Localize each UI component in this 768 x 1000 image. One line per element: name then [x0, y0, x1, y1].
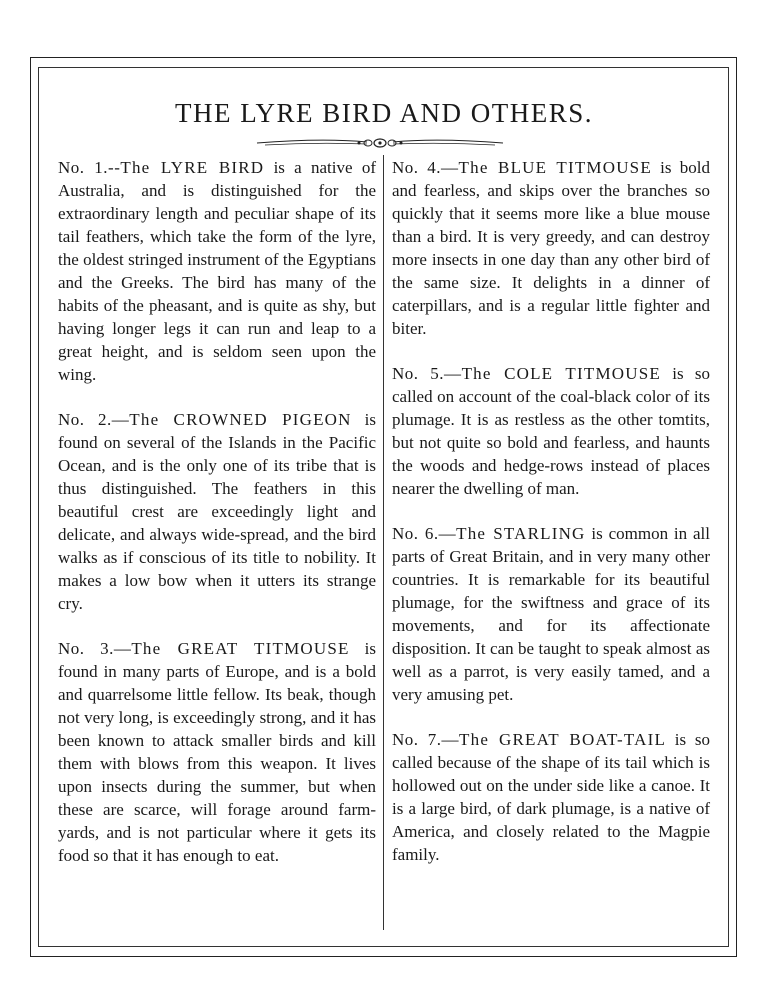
entry-blue-titmouse	[392, 156, 710, 340]
right-column	[392, 156, 710, 888]
entry-text: is found on several of the Islands in the Pacific Ocean, and is the only one of its tribe that is thus distinguished. The feathers in this beautiful crest are exceedingly light and delicate, and always wide-spread, and the bird walks as if conscious of its title to nobility. It makes a low bow when it utters its strange cry.	[58, 410, 376, 613]
entry-bird-name: The STARLING	[456, 524, 586, 543]
entry-bird-name: The GREAT TITMOUSE	[131, 639, 350, 658]
entry-number: No. 7.—	[392, 730, 460, 749]
entry-number: No. 5.—	[392, 364, 462, 383]
entry-bird-name: The GREAT BOAT-TAIL	[459, 730, 667, 749]
entry-starling	[392, 522, 710, 706]
entry-bird-name: The BLUE TITMOUSE	[458, 158, 652, 177]
entry-text: is found in many parts of Europe, and is a bold and quarrelsome little fellow. Its beak, though not very long, is exceedingly strong, and it has been known to attack smaller birds and kill them with blows from this weapon. It lives upon insects during the summer, but when these are scarce, will forage around farm-yards, and is not particular where it gets its food so that it has enough to eat.	[58, 639, 376, 865]
entry-bird-name: The CROWNED PIGEON	[129, 410, 352, 429]
entry-text: is bold and fearless, and skips over the branches so quickly that it seems more like a blue mouse than a bird. It is very greedy, and can destroy more insects in one day than any other bird of the same size. It delights in a dinner of caterpillars, and is a regular little fighter and biter.	[392, 158, 711, 338]
entry-number: No. 2.—	[58, 410, 130, 429]
page-title: THE LYRE BIRD AND OTHERS.	[174, 98, 594, 128]
column-divider	[383, 155, 384, 930]
entry-number: No. 4.—	[392, 158, 459, 177]
entry-number: No. 1.--	[58, 158, 121, 177]
entry-number: No. 6.—	[392, 524, 457, 543]
entry-crowned-pigeon	[58, 408, 376, 615]
entry-text: is so called because of the shape of its tail which is hollowed out on the under side like a canoe. It is a large bird, of dark plumage, is a native of America, and closely related to the Magpie family.	[392, 730, 710, 864]
entry-bird-name: The LYRE BIRD	[120, 158, 265, 177]
entry-text: is so called on account of the coal-black color of its plumage. It is as restless as the other tomtits, but not quite so bold and fearless, and haunts the woods and hedge-rows instead of places nearer the dwelling of man.	[392, 364, 710, 498]
entry-great-titmouse	[58, 637, 376, 867]
entry-number: No. 3.—	[58, 639, 132, 658]
entry-cole-titmouse	[392, 362, 710, 500]
left-column	[58, 156, 376, 889]
entry-text: is common in all parts of Great Britain, and in very many other countries. It is remarkable for its beautiful plumage, for the swiftness and grace of its movements, and for its affectionate disposition. It can be taught to speak almost as well as a parrot, is very easily tamed, and a very amusing pet.	[392, 524, 711, 704]
entry-bird-name: The COLE TITMOUSE	[461, 364, 661, 383]
entry-text: is a native of Australia, and is distinguished for the extraordinary length and peculiar shape of its tail feathers, which take the form of the lyre, the oldest stringed instrument of the Egyptians and the Greeks. The bird has many of the habits of the pheasant, and is quite as shy, but having longer legs it can run and leap to a great height, and is seldom seen upon the wing.	[58, 158, 376, 384]
entry-great-boat-tail	[392, 728, 710, 866]
entry-lyre-bird	[58, 156, 376, 386]
title-ornament	[255, 134, 505, 152]
